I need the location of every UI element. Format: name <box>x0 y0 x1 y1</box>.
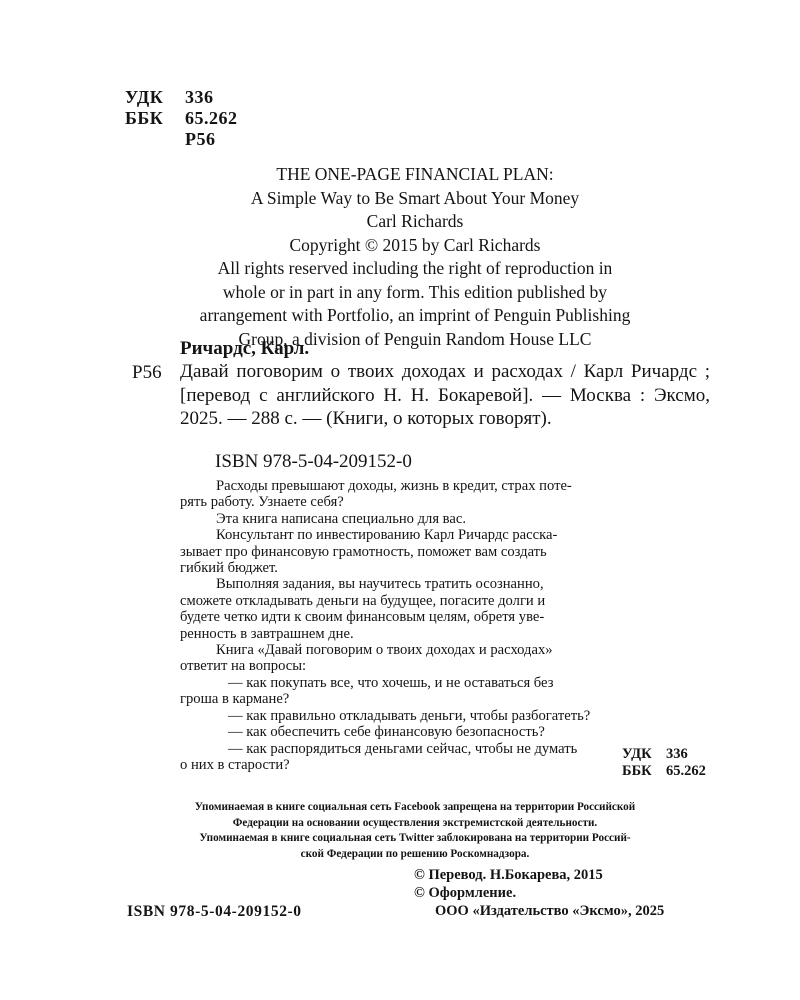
udk-value: 336 <box>185 87 214 107</box>
catalog-code: Р56 <box>132 362 162 383</box>
abstract-line: Расходы превышают доходы, жизнь в кредит, страх поте- <box>216 478 572 494</box>
udk-label: УДК <box>125 87 164 107</box>
original-edition-block <box>120 163 710 351</box>
notice-line: Упоминаемая в книге социальная сеть Facebook запрещена на территории Российской <box>194 801 636 813</box>
rights-line: arrangement with Portfolio, an imprint of Penguin Publishing <box>199 305 631 325</box>
udk-label: УДК <box>622 746 652 762</box>
publisher-copyright: ООО «Издательство «Эксмо», 2025 <box>435 903 665 919</box>
abstract-line: — как распорядиться деньгами сейчас, чтобы не думать <box>228 740 578 757</box>
udk-line <box>125 87 214 108</box>
bbk-value: 65.262 <box>185 108 238 128</box>
abstract-line: ответит на вопросы: <box>180 658 307 675</box>
abstract-line: рять работу. Узнаете себя? <box>180 494 344 511</box>
notice-line: ской Федерации по решению Роскомнадзора. <box>300 847 530 860</box>
abstract-line: Выполняя задания, вы научитесь тратить осознанно, <box>216 576 544 593</box>
catalog-citation: Давай поговорим о твоих доходах и расходах / Карл Ричардс ; [перевод с английского Н. Н. Бокаревой]. — Москва : Эксмо, 2025. — 288 с. — (Книги, о которых говорят). <box>180 361 710 429</box>
original-author: Carl Richards <box>366 211 464 231</box>
bbk-line <box>125 108 238 129</box>
original-copyright: Copyright © 2015 by Carl Richards <box>289 234 541 255</box>
rights-line: All rights reserved including the right of reproduction in <box>217 258 613 278</box>
abstract-line: ренность в завтрашнем дне. <box>180 625 354 642</box>
abstract-line: будете четко идти к своим финансовым целям, обретя уве- <box>180 609 545 626</box>
bbk-label: ББК <box>622 763 652 779</box>
abstract-line: сможете откладывать деньги на будущее, погасите долги и <box>180 592 546 609</box>
book-abstract <box>180 478 710 773</box>
abstract-line: гибкий бюджет. <box>180 560 278 577</box>
author-mark: Р56 <box>185 129 216 149</box>
abstract-line: Эта книга написана специально для вас. <box>216 510 466 527</box>
original-subtitle: A Simple Way to Be Smart About Your Money <box>250 187 580 208</box>
rights-line: whole or in part in any form. This edition published by <box>222 281 608 302</box>
abstract-line: — как обеспечить себе финансовую безопасность? <box>228 724 545 741</box>
abstract-line: зывает про финансовую грамотность, поможет вам создать <box>180 543 547 560</box>
udk-line-bottom <box>622 746 688 763</box>
abstract-line: — как правильно откладывать деньги, чтобы разбогатеть? <box>228 707 591 724</box>
design-copyright: © Оформление. <box>414 885 517 901</box>
udk-value: 336 <box>666 746 688 762</box>
abstract-line: — как покупать все, что хочешь, и не оставаться без <box>228 674 554 691</box>
notice-line: Упоминаемая в книге социальная сеть Twitter заблокирована на территории Россий- <box>199 832 631 844</box>
bbk-line-bottom <box>622 763 706 780</box>
rights-line: Group, a division of Penguin Random House LLC <box>238 328 592 349</box>
abstract-line: Консультант по инвестированию Карл Ричардс расска- <box>216 527 558 544</box>
abstract-line: Книга «Давай поговорим о твоих доходах и расходах» <box>216 642 553 659</box>
catalog-isbn: ISBN 978-5-04-209152-0 <box>215 451 412 472</box>
notice-line: Федерации на основании осуществления экстремистской деятельности. <box>232 816 598 829</box>
catalog-author: Ричардс, Карл. <box>180 338 310 359</box>
abstract-line: гроша в кармане? <box>180 691 290 708</box>
original-title: THE ONE-PAGE FINANCIAL PLAN: <box>276 164 554 184</box>
bbk-label: ББК <box>125 108 164 128</box>
translation-copyright: © Перевод. Н.Бокарева, 2015 <box>414 867 603 883</box>
bbk-value: 65.262 <box>666 763 706 779</box>
footer-isbn: ISBN 978-5-04-209152-0 <box>127 903 302 920</box>
abstract-line: о них в старости? <box>180 756 290 773</box>
social-network-notice <box>120 800 710 862</box>
